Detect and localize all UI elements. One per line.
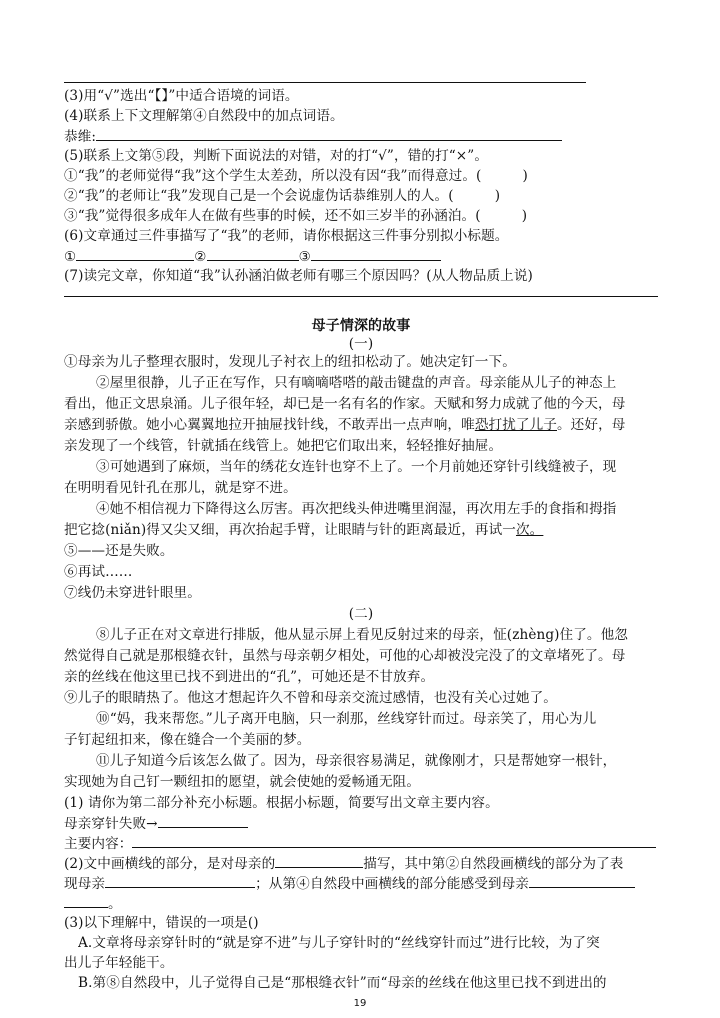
question-2-line-3 — [64, 893, 658, 914]
part-one-label: (一) — [348, 336, 374, 352]
paragraph-2-purpose-blank[interactable] — [105, 873, 255, 888]
paragraph-4-line-1: ④她不相信视力下降得这么厉害。再次把线头伸进嘴里润湿，再次用左手的食指和拇指 — [96, 501, 617, 517]
paragraph-6: ⑥再试…… — [64, 564, 133, 580]
blank-label-2: ② — [194, 249, 207, 265]
blank-label-1: ① — [64, 249, 77, 265]
paragraph-3-line-1: ③可她遇到了麻烦，当年的绣花女连针也穿不上了。一个月前她还穿针引线缝被子，现 — [96, 459, 617, 475]
paragraph-8-line-2: 然觉得自己就是那根缝衣针，虽然与母亲朝夕相处，可他的心却被没完没了的文章堵死了。母 — [64, 648, 626, 664]
paragraph-1: ①母亲为儿子整理衣服时，发现儿子衬衣上的纽扣松动了。她决定钉一下。 — [64, 354, 516, 370]
paragraph-2-line-4: 亲发现了一个线管，针就插在线管上。她把它们取出来，轻轻推好抽屉。 — [64, 438, 503, 454]
text-span: 母亲穿针失败→ — [64, 816, 158, 832]
text-span: 主要内容： — [64, 836, 133, 852]
option-b-line-1[interactable]: B.第⑧自然段中，儿子觉得自己是“那根缝衣针”而“母亲的丝线在他这里已找不到进出的 — [78, 975, 607, 991]
text-span: 。 — [108, 896, 122, 912]
story-title: 母子情深的故事 — [311, 318, 411, 334]
question-2-line-2 — [64, 873, 658, 894]
underlined-phrase: 次。 — [515, 522, 544, 538]
gongwei-line — [64, 126, 658, 147]
paragraph-2-line-3 — [64, 415, 658, 435]
text-span: 亲感到骄傲。她小心翼翼地拉开抽屉找针线，不敢弄出一点声响，唯 — [64, 417, 475, 433]
paragraph-8-line-1: ⑧儿子正在对文章进行排版，他从显示屏上看见反射过来的母亲，怔(zhèng)住了。他忽 — [96, 627, 629, 643]
underlined-phrase: 恐打扰了儿子 — [474, 417, 557, 433]
subtitle-blank-1[interactable] — [76, 246, 194, 261]
question-7: (7)读完文章，你知道“我”认孙涵泊做老师有哪三个原因吗？(从人物品质上说) — [64, 268, 533, 284]
subtitle-line — [64, 813, 658, 834]
paragraph-2-line-1: ②屋里很静，儿子正在写作，只有嘀嘀嗒嗒的敲击键盘的声音。母亲能从儿子的神态上 — [96, 375, 617, 391]
subtitle-blank-3[interactable] — [311, 246, 441, 261]
gongwei-answer-blank[interactable] — [96, 126, 562, 141]
main-content-blank[interactable] — [132, 833, 656, 848]
subtitle-blank-2[interactable] — [207, 246, 299, 261]
question-4: (4)联系上下文理解第④自然段中的加点词语。 — [64, 108, 344, 124]
description-type-blank[interactable] — [275, 853, 363, 868]
part-two-label: (二) — [348, 606, 374, 622]
text-span: (2)文中画横线的部分，是对母亲的 — [64, 856, 276, 872]
paragraph-5: ⑤——还是失败。 — [64, 543, 174, 559]
paragraph-7: ⑦线仍未穿进针眼里。 — [64, 585, 201, 601]
text-span: 描写，其中第②自然段画横线的部分为了表 — [363, 856, 624, 872]
top-rule — [64, 82, 586, 83]
section-rule — [64, 296, 658, 297]
question-2-line-1 — [64, 853, 658, 874]
main-content-line — [64, 833, 658, 854]
paragraph-4-line-2 — [64, 520, 658, 540]
feeling-blank-continued[interactable] — [64, 893, 108, 908]
paragraph-9: ⑨儿子的眼睛热了。他这才想起许久不曾和母亲交流过感情，也没有关心过她了。 — [64, 690, 557, 706]
question-3: (3)用“√”选出“【】”中适合语境的词语。 — [64, 88, 299, 104]
blank-label-3: ③ — [298, 249, 311, 265]
text-span: 。还好，母 — [556, 417, 626, 433]
page-number: 19 — [353, 998, 367, 1009]
judge-item-2: ②“我”的老师让“我”发现自己是一个会说虚伪话恭维别人的人。( ) — [64, 188, 501, 204]
paragraph-10-line-1: ⑩“妈，我来帮您。”儿子离开电脑，只一刹那，丝线穿针而过。母亲笑了，用心为儿 — [96, 711, 597, 727]
subtitle-blanks — [64, 246, 658, 267]
question-1: (1) 请你为第二部分补充小标题。根据小标题，简要写出文章主要内容。 — [64, 795, 499, 811]
question-6: (6)文章通过三件事描写了“我”的老师，请你根据这三件事分别拟小标题。 — [64, 228, 509, 244]
subtitle-answer-blank[interactable] — [158, 813, 248, 828]
judge-item-3: ③“我”觉得很多成年人在做有些事的时候，还不如三岁半的孙涵泊。( ) — [64, 208, 528, 224]
question-3-stem: (3)以下理解中，错误的一项是() — [64, 915, 259, 931]
paragraph-2-line-2: 看出，他正文思泉涌。儿子很年轻，却已是一名有名的作家。天赋和努力成就了他的今天，母 — [64, 396, 626, 412]
gongwei-label: 恭维: — [64, 129, 97, 145]
question-5: (5)联系上文第⑤段，判断下面说法的对错，对的打“√”，错的打“×”。 — [64, 148, 489, 164]
paragraph-10-line-2: 子钉起纽扣来，像在缝合一个美丽的梦。 — [64, 732, 311, 748]
option-a-line-2: 出儿子年轻能干。 — [64, 955, 174, 971]
paragraph-11-line-2: 实现她为自己钉一颗纽扣的愿望，就会使她的爱畅通无阻。 — [64, 774, 421, 790]
text-span: 现母亲 — [64, 876, 106, 892]
text-span: 把它捻(niǎn)得又尖又细，再次抬起手臂，让眼睛与针的距离最近，再试一 — [64, 522, 516, 538]
paragraph-4-feeling-blank[interactable] — [529, 873, 635, 888]
paragraph-8-line-3: 亲的丝线在他这里已找不到进出的“孔”，可她还是不甘放弃。 — [64, 669, 435, 685]
judge-item-1: ①“我”的老师觉得“我”这个学生太差劲，所以没有因“我”而得意过。( ) — [64, 168, 528, 184]
paragraph-3-line-2: 在明明看见针孔在那儿，就是穿不进。 — [64, 480, 297, 496]
paragraph-11-line-1: ⑪儿子知道今后该怎么做了。因为，母亲很容易满足，就像刚才，只是帮她穿一根针， — [96, 753, 617, 769]
option-a-line-1[interactable]: A.文章将母亲穿针时的“就是穿不进”与儿子穿针时的“丝线穿针而过”进行比较，为了突 — [78, 935, 600, 951]
text-span: ；从第④自然段中画横线的部分能感受到母亲 — [255, 876, 529, 892]
